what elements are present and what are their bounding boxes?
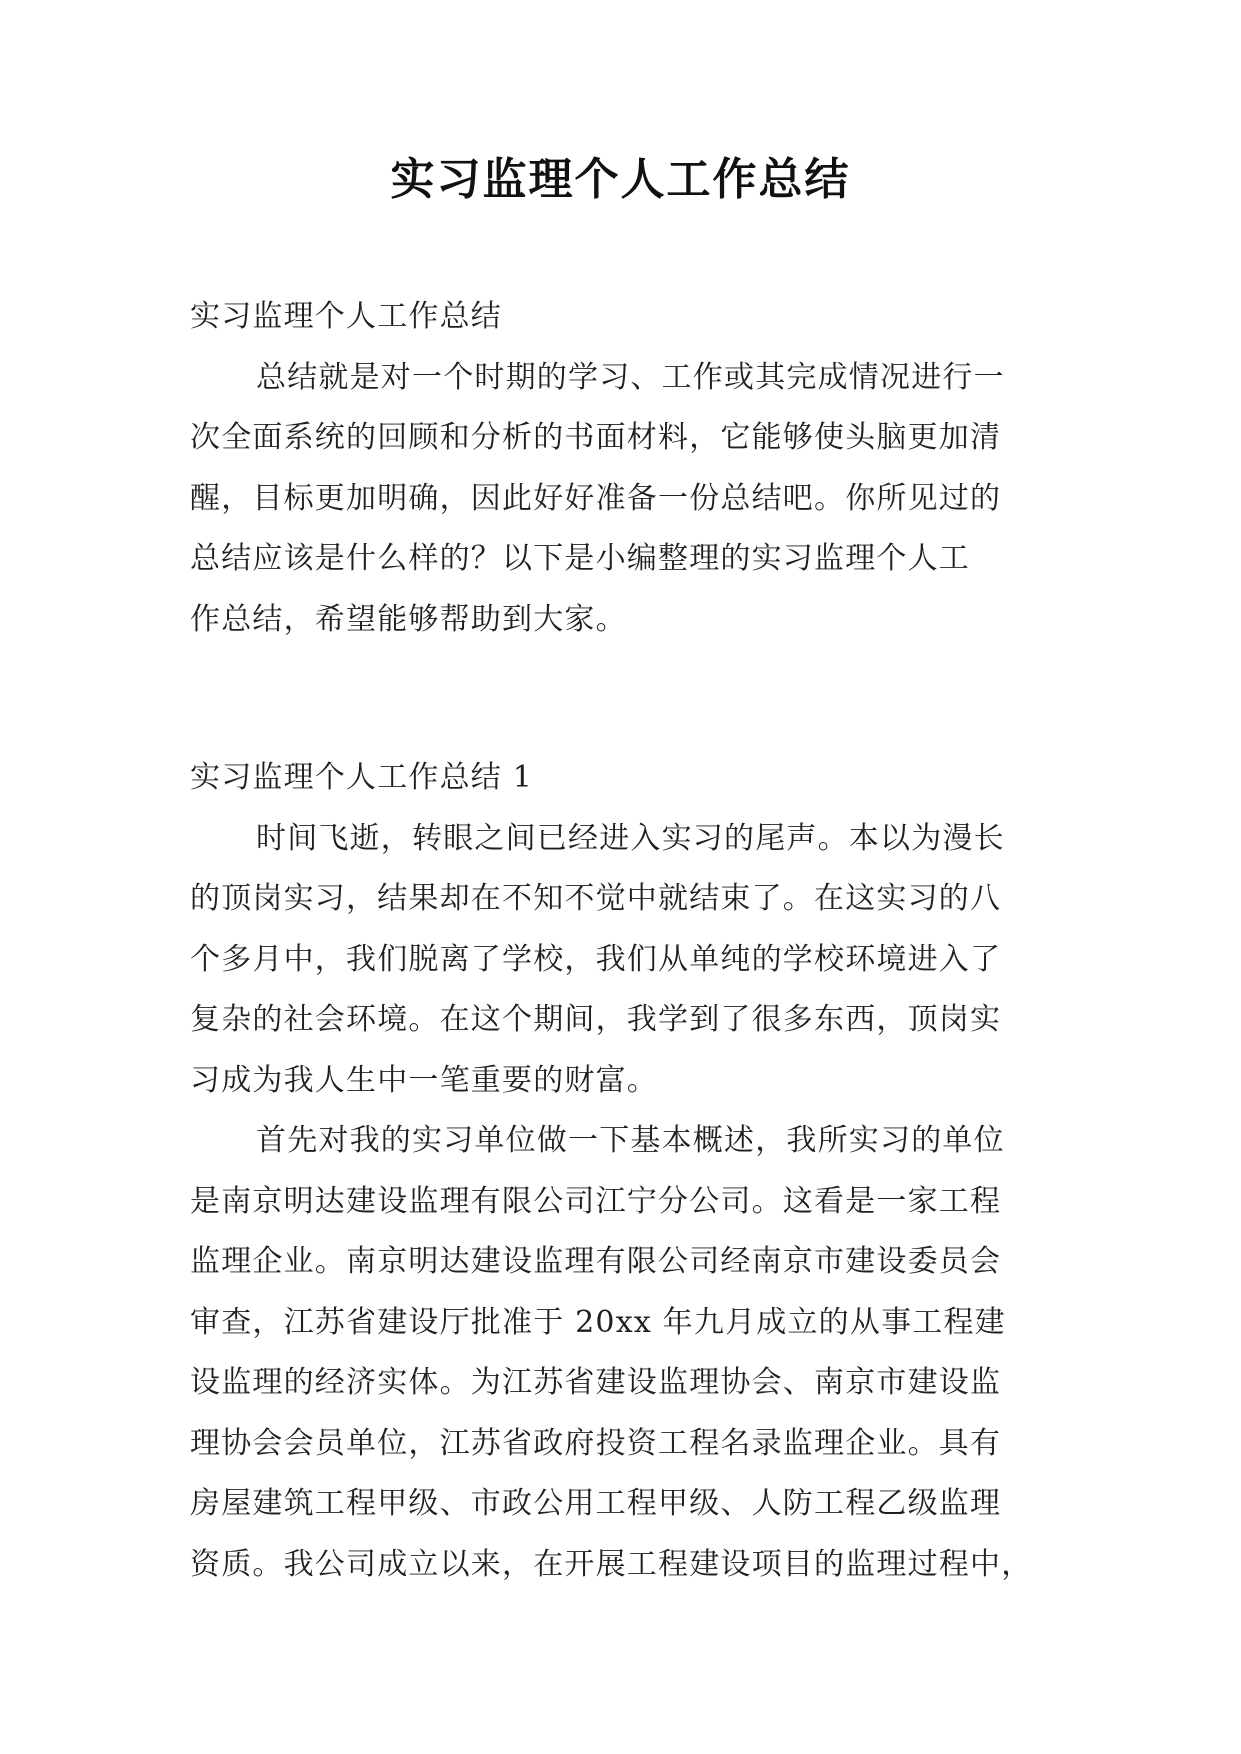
paragraph-line: 复杂的社会环境。在这个期间，我学到了很多东西，顶岗实 (190, 1002, 1002, 1037)
paragraph-line: 时间飞逝，转眼之间已经进入实习的尾声。本以为漫长 (256, 820, 1005, 856)
paragraph-line: 总结就是对一个时期的学习、工作或其完成情况进行一 (256, 359, 1005, 395)
paragraph-line: 次全面系统的回顾和分析的书面材料，它能够使头脑更加清 (190, 420, 1002, 455)
paragraph-line: 设监理的经济实体。为江苏省建设监理协会、南京市建设监 (190, 1365, 1002, 1400)
paragraph-line: 房屋建筑工程甲级、市政公用工程甲级、人防工程乙级监理 (190, 1486, 1002, 1521)
paragraph-line: 习成为我人生中一笔重要的财富。 (190, 1062, 658, 1098)
paragraph-line: 资质。我公司成立以来，在开展工程建设项目的监理过程中， (190, 1546, 1033, 1582)
section-1-paragraph-2 (190, 1111, 1052, 1595)
paragraph-line: 作总结，希望能够帮助到大家。 (190, 601, 627, 637)
paragraph-line: 首先对我的实习单位做一下基本概述，我所实习的单位 (256, 1123, 1005, 1158)
paragraph-line: 理协会会员单位，江苏省政府投资工程名录监理企业。具有 (190, 1425, 1002, 1461)
paragraph-line: 醒，目标更加明确，因此好好准备一份总结吧。你所见过的 (190, 480, 1002, 516)
paragraph-line: 是南京明达建设监理有限公司江宁分公司。这看是一家工程 (190, 1183, 1002, 1219)
intro-paragraph (190, 348, 1052, 651)
paragraph-line: 监理企业。南京明达建设监理有限公司经南京市建设委员会 (190, 1244, 1002, 1279)
intro-section (190, 287, 1052, 650)
section-1 (190, 748, 1052, 1595)
document-title: 实习监理个人工作总结 (390, 154, 851, 205)
intro-subtitle: 实习监理个人工作总结 (190, 299, 502, 334)
section-1-paragraph-1 (190, 809, 1052, 1112)
paragraph-line: 审查，江苏省建设厅批准于 20xx 年九月成立的从事工程建 (190, 1304, 1006, 1340)
section-1-subtitle: 实习监理个人工作总结 1 (190, 760, 534, 795)
paragraph-line: 的顶岗实习，结果却在不知不觉中就结束了。在这实习的八 (190, 881, 1002, 916)
paragraph-line: 总结应该是什么样的？以下是小编整理的实习监理个人工 (190, 541, 970, 576)
paragraph-line: 个多月中，我们脱离了学校，我们从单纯的学校环境进入了 (190, 941, 1002, 977)
